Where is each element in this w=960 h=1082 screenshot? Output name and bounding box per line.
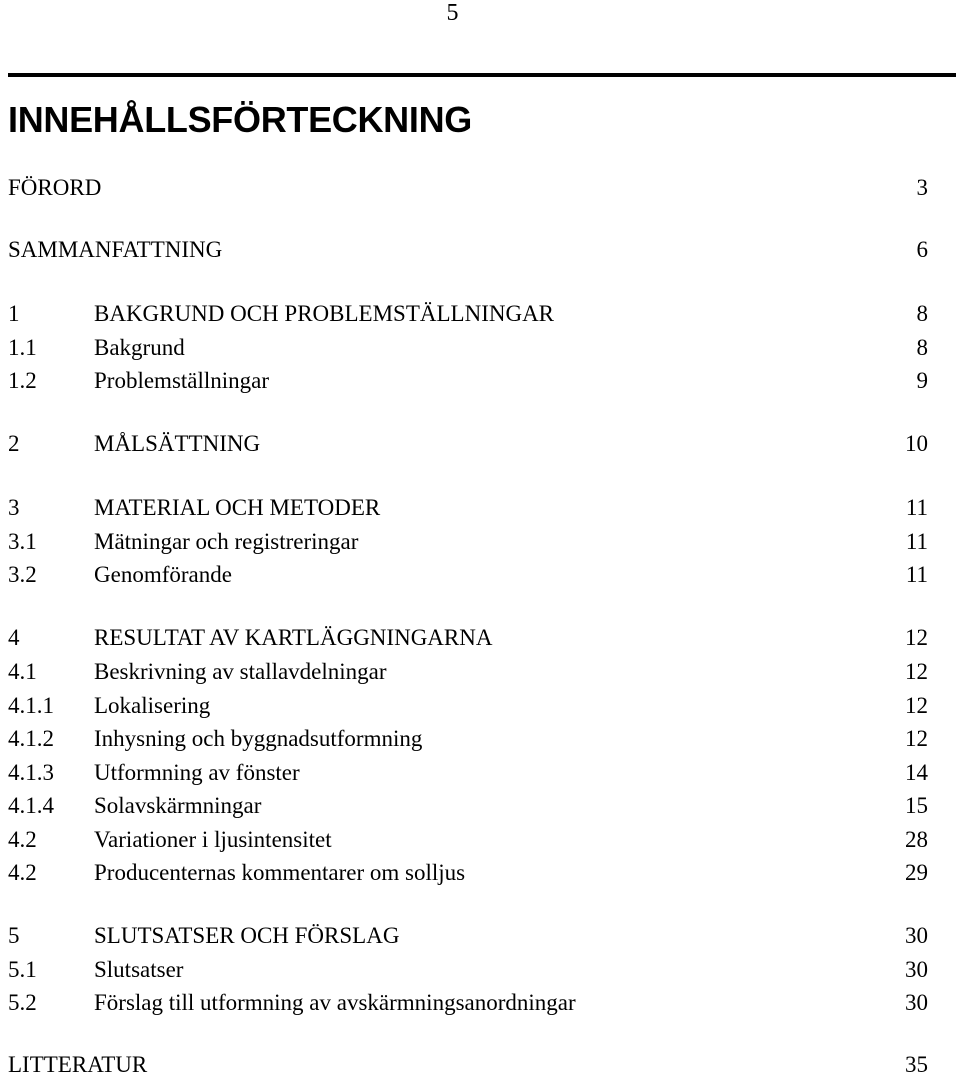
toc-entry-number: 1 bbox=[8, 301, 20, 326]
toc-entry-page: 8 bbox=[916, 301, 928, 326]
toc-entry-number: 1.1 bbox=[8, 335, 37, 360]
toc-entry-number: 4.1.1 bbox=[8, 693, 54, 718]
toc-entry-label: Utformning av fönster bbox=[94, 760, 300, 785]
toc-entry-label: Förslag till utformning av avskärmningsanordningar bbox=[94, 990, 576, 1015]
toc-entry-page: 11 bbox=[905, 495, 928, 520]
toc-entry-sammanfattning bbox=[8, 233, 928, 267]
toc-entry-label: Producenternas kommentarer om solljus bbox=[94, 860, 466, 885]
toc-entry-label: LITTERATUR bbox=[8, 1052, 148, 1077]
toc-entry-page: 15 bbox=[905, 793, 928, 818]
toc-entry-4-1-3 bbox=[8, 756, 928, 790]
toc-entry-label: Genomförande bbox=[94, 562, 232, 587]
toc-entry-page: 11 bbox=[905, 529, 928, 554]
toc-entry-label: MÅLSÄTTNING bbox=[94, 431, 261, 456]
toc-entry-page: 29 bbox=[905, 860, 928, 885]
toc-entry-label: Beskrivning av stallavdelningar bbox=[94, 659, 387, 684]
toc-entry-page: 30 bbox=[905, 990, 928, 1015]
toc-entry-page: 30 bbox=[905, 923, 928, 948]
toc-entry-number: 5 bbox=[8, 923, 20, 948]
toc-entry-4-1 bbox=[8, 655, 928, 689]
toc-entry-4-2b bbox=[8, 856, 928, 890]
toc-entry-label: Lokalisering bbox=[94, 693, 211, 718]
toc-entry-label: BAKGRUND OCH PROBLEMSTÄLLNINGAR bbox=[94, 301, 555, 326]
toc-entry-litteratur bbox=[8, 1048, 928, 1082]
toc-entry-page: 30 bbox=[905, 957, 928, 982]
toc-entry-1-2 bbox=[8, 364, 928, 398]
toc-entry-page: 10 bbox=[905, 431, 928, 456]
toc-entry-5-2 bbox=[8, 986, 928, 1020]
toc-entry-4-2 bbox=[8, 823, 928, 857]
toc-entry-label: Slutsatser bbox=[94, 957, 184, 982]
toc-entry-page: 3 bbox=[916, 175, 928, 200]
toc-entry-4-1-1 bbox=[8, 689, 928, 723]
toc-entry-number: 4.1 bbox=[8, 659, 37, 684]
toc-entry-number: 2 bbox=[8, 431, 20, 456]
toc-entry-number: 4 bbox=[8, 625, 20, 650]
toc-entry-label: Variationer i ljusintensitet bbox=[94, 827, 332, 852]
toc-entry-page: 9 bbox=[916, 368, 928, 393]
toc-entry-label: Problemställningar bbox=[94, 368, 270, 393]
toc-entry-number: 1.2 bbox=[8, 368, 37, 393]
toc-entry-label: Solavskärmningar bbox=[94, 793, 262, 818]
toc-entry-number: 4.1.4 bbox=[8, 793, 54, 818]
toc-entry-number: 3 bbox=[8, 495, 20, 520]
toc-entry-2 bbox=[8, 427, 928, 461]
toc-entry-4-1-4 bbox=[8, 789, 928, 823]
toc-title: INNEHÅLLSFÖRTECKNING bbox=[8, 99, 472, 140]
toc-entry-label: Mätningar och registreringar bbox=[94, 529, 359, 554]
toc-entry-label: Bakgrund bbox=[94, 335, 185, 360]
toc-entry-label: SLUTSATSER OCH FÖRSLAG bbox=[94, 923, 400, 948]
toc-entry-number: 4.1.3 bbox=[8, 760, 54, 785]
toc-entry-3-2 bbox=[8, 558, 928, 592]
toc-entry-1 bbox=[8, 297, 928, 331]
toc-entry-5 bbox=[8, 919, 928, 953]
toc-entry-number: 5.1 bbox=[8, 957, 37, 982]
toc-entry-label: Inhysning och byggnadsutformning bbox=[94, 726, 423, 751]
toc-entry-page: 6 bbox=[916, 237, 928, 262]
toc-entry-4 bbox=[8, 621, 928, 655]
toc-entry-page: 12 bbox=[905, 625, 928, 650]
toc-entry-page: 11 bbox=[905, 562, 928, 587]
toc-entry-3 bbox=[8, 491, 928, 525]
header-rule bbox=[8, 73, 956, 77]
toc-entry-1-1 bbox=[8, 331, 928, 365]
toc-entry-3-1 bbox=[8, 525, 928, 559]
toc-entry-page: 12 bbox=[905, 659, 928, 684]
toc-entry-number: 4.2 bbox=[8, 827, 37, 852]
toc-entry-page: 14 bbox=[905, 760, 928, 785]
toc-entry-5-1 bbox=[8, 953, 928, 987]
toc-entry-4-1-2 bbox=[8, 722, 928, 756]
toc-entry-label: FÖRORD bbox=[8, 175, 102, 200]
toc-entry-page: 35 bbox=[905, 1052, 928, 1077]
toc-entry-label: SAMMANFATTNING bbox=[8, 237, 223, 262]
toc-entry-number: 5.2 bbox=[8, 990, 37, 1015]
toc-entry-label: MATERIAL OCH METODER bbox=[94, 495, 381, 520]
toc-entry-number: 4.1.2 bbox=[8, 726, 54, 751]
toc-entry-number: 3.1 bbox=[8, 529, 37, 554]
page-number: 5 bbox=[446, 0, 459, 26]
toc-entry-number: 4.2 bbox=[8, 860, 37, 885]
toc-entry-label: RESULTAT AV KARTLÄGGNINGARNA bbox=[94, 625, 493, 650]
toc-entry-page: 8 bbox=[916, 335, 928, 360]
toc-entry-page: 28 bbox=[905, 827, 928, 852]
toc-entry-page: 12 bbox=[905, 726, 928, 751]
toc-entry-forord bbox=[8, 171, 928, 205]
toc-entry-page: 12 bbox=[905, 693, 928, 718]
toc-entry-number: 3.2 bbox=[8, 562, 37, 587]
